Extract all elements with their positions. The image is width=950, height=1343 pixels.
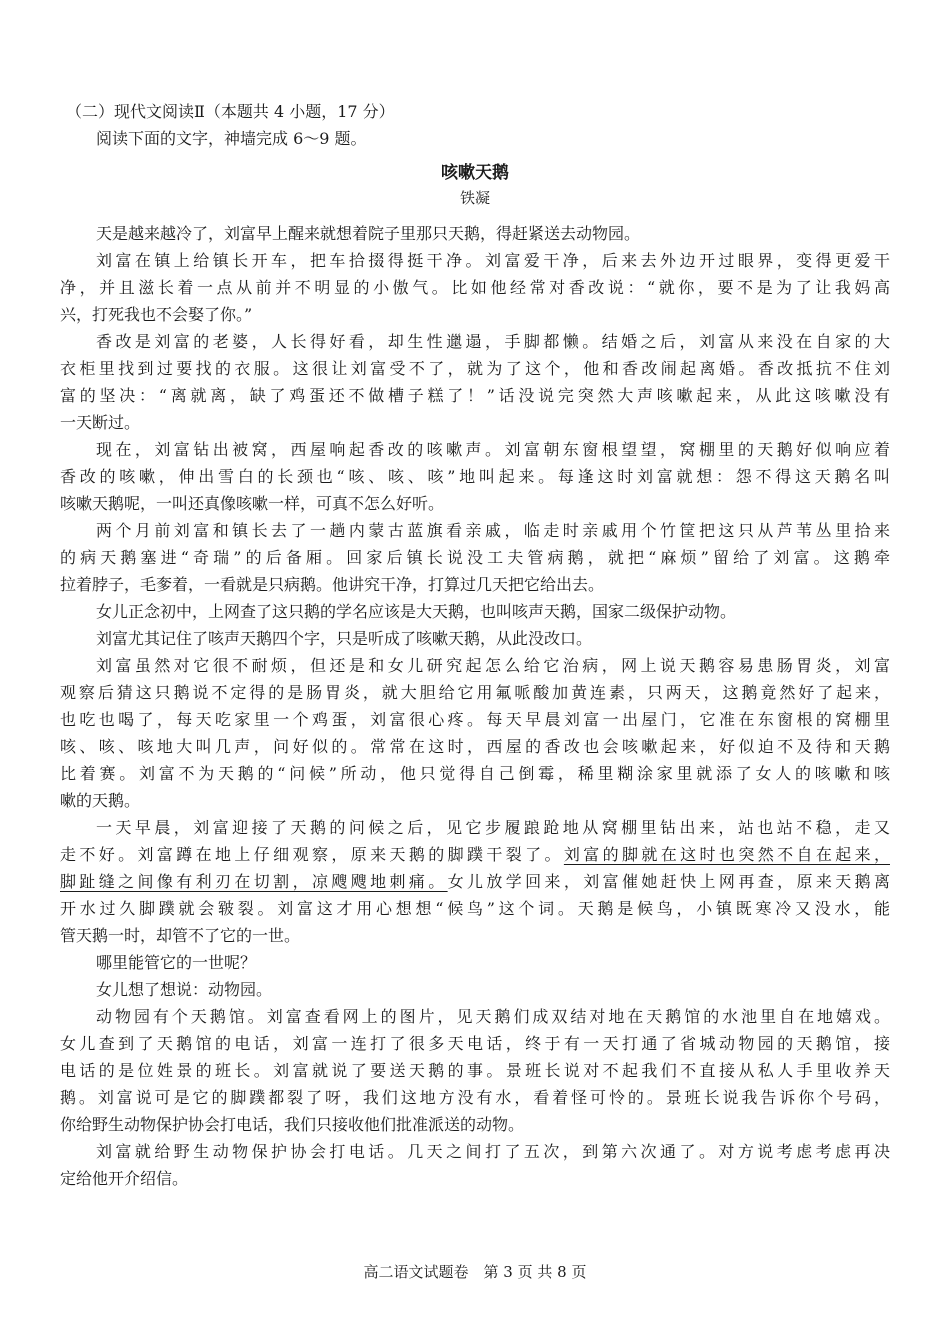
paragraph-line: 净，并且滋长着一点从前并不明显的小傲气。比如他经常对香改说：“就你，要不是为了让我妈高 <box>60 278 890 297</box>
section-heading: （二）现代文阅读Ⅱ（本题共 4 小题，17 分） <box>66 102 395 121</box>
paragraph-line: 兴，打死我也不会娶了你。” <box>60 305 253 324</box>
paragraph-line: 电话的是位姓景的班长。刘富就说了要送天鹅的事。景班长说对不起我们不直接从私人手里收养天 <box>60 1061 890 1080</box>
paragraph-line: 你给野生动物保护协会打电话，我们只接收他们批准派送的动物。 <box>60 1115 525 1134</box>
article-author: 铁凝 <box>459 189 490 207</box>
paragraph-line: 开水过久脚蹼就会皲裂。刘富这才用心想想“候鸟”这个词。天鹅是候鸟，小镇既寒冷又没水，能 <box>60 899 890 918</box>
paragraph-line: 女儿正念初中，上网查了这只鹅的学名应该是大天鹅，也叫咳声天鹅，国家二级保护动物。 <box>96 602 737 621</box>
paragraph-line: 富的坚决：“离就离，缺了鸡蛋还不做槽子糕了！”话没说完突然大声咳嗽起来，从此这咳嗽没有 <box>60 386 890 405</box>
page-footer: 高二语文试题卷 第 3 页 共 8 页 <box>363 1263 587 1281</box>
paragraph-line: 刘富在镇上给镇长开车，把车拾掇得挺干净。刘富爱干净，后来去外边开过眼界，变得更爱干 <box>96 251 890 270</box>
paragraph-line: 刘富就给野生动物保护协会打电话。几天之间打了五次，到第六次通了。对方说考虑考虑再决 <box>96 1142 890 1161</box>
underlined-text: 刘富的脚就在这时也突然不自在起来， <box>563 845 890 864</box>
paragraph-line: 定给他开介绍信。 <box>60 1169 189 1188</box>
paragraph-line: 香改是刘富的老婆，人长得好看，却生性邋遢，手脚都懒。结婚之后，刘富从来没在自家的大 <box>96 332 890 351</box>
paragraph-line: 比着赛。刘富不为天鹅的“问候”所动，他只觉得自己倒霉，稀里糊涂家里就添了女人的咳嗽和咳 <box>60 764 890 783</box>
paragraph-line: 观察后猜这只鹅说不定得的是肠胃炎，就大胆给它用氟哌酸加黄连素，只两天，这鹅竟然好了起来， <box>60 683 890 702</box>
paragraph-line: 也吃也喝了，每天吃家里一个鸡蛋，刘富很心疼。每天早晨刘富一出屋门，它准在东窗根的窝棚里 <box>60 710 890 729</box>
underlined-text: 脚趾缝之间像有利刃在切割，凉飕飕地刺痛。 <box>60 872 448 891</box>
paragraph-line <box>60 841 890 868</box>
paragraph-line: 刘富尤其记住了咳声天鹅四个字，只是听成了咳嗽天鹅，从此没改口。 <box>96 629 593 648</box>
plain-text: 女儿放学回来，刘富催她赶快上网再查，原来天鹅离 <box>447 872 890 891</box>
paragraph-line: 鹅。刘富说可是它的脚蹼都裂了呀，我们这地方没有水，看着怪可怜的。景班长说我告诉你个号码， <box>60 1088 890 1107</box>
paragraph-line: 衣柜里找到过要找的衣服。这很让刘富受不了，就为了这个，他和香改闹起离婚。香改抵抗不住刘 <box>60 359 890 378</box>
paragraph-line: 香改的咳嗽，伸出雪白的长颈也“咳、咳、咳”地叫起来。每逢这时刘富就想：怨不得这天鹅名叫 <box>60 467 890 486</box>
paragraph-line: 一天早晨，刘富迎接了天鹅的问候之后，见它步履踉跄地从窝棚里钻出来，站也站不稳，走又 <box>96 818 890 837</box>
paragraph-line: 女儿想了想说：动物园。 <box>96 980 273 999</box>
paragraph-line: 动物园有个天鹅馆。刘富查看网上的图片，见天鹅们成双结对地在天鹅馆的水池里自在地嬉戏。 <box>96 1007 890 1026</box>
paragraph-line: 一天断过。 <box>60 413 141 432</box>
article-title: 咳嗽天鹅 <box>441 163 509 183</box>
paragraph-line: 哪里能管它的一世呢？ <box>96 953 257 972</box>
paragraph-line: 现在，刘富钻出被窝，西屋响起香改的咳嗽声。刘富朝东窗根望望，窝棚里的天鹅好似响应着 <box>96 440 890 459</box>
paragraph-line: 拉着脖子，毛奓着，一看就是只病鹅。他讲究干净，打算过几天把它给出去。 <box>60 575 605 594</box>
document-page <box>60 98 890 1192</box>
paragraph-line: 的病天鹅塞进“奇瑞”的后备厢。回家后镇长说没工夫管病鹅，就把“麻烦”留给了刘富。这鹅牵 <box>60 548 890 567</box>
paragraph-line: 咳嗽天鹅呢，一叫还真像咳嗽一样，可真不怎么好听。 <box>60 494 445 513</box>
paragraph-line: 嗽的天鹅。 <box>60 791 141 810</box>
paragraph-line: 女儿查到了天鹅馆的电话，刘富一连打了很多天电话，终于有一天打通了省城动物园的天鹅馆，接 <box>60 1034 890 1053</box>
paragraph-line: 刘富虽然对它很不耐烦，但还是和女儿研究起怎么给它治病，网上说天鹅容易患肠胃炎，刘富 <box>96 656 890 675</box>
paragraph-line <box>60 868 890 895</box>
paragraph-line: 两个月前刘富和镇长去了一趟内蒙古蓝旗看亲戚，临走时亲戚用个竹筐把这只从芦苇丛里拾来 <box>96 521 890 540</box>
instruction: 阅读下面的文字，神墙完成 6～9 题。 <box>96 129 367 148</box>
paragraph-line: 管天鹅一时，却管不了它的一世。 <box>60 926 301 945</box>
paragraph-line: 天是越来越冷了，刘富早上醒来就想着院子里那只天鹅，得赶紧送去动物园。 <box>96 224 641 243</box>
paragraph-line: 咳、咳、咳地大叫几声，问好似的。常常在这时，西屋的香改也会咳嗽起来，好似迫不及待和天鹅 <box>60 737 890 756</box>
plain-text: 走不好。刘富蹲在地上仔细观察，原来天鹅的脚蹼干裂了。 <box>60 845 564 864</box>
